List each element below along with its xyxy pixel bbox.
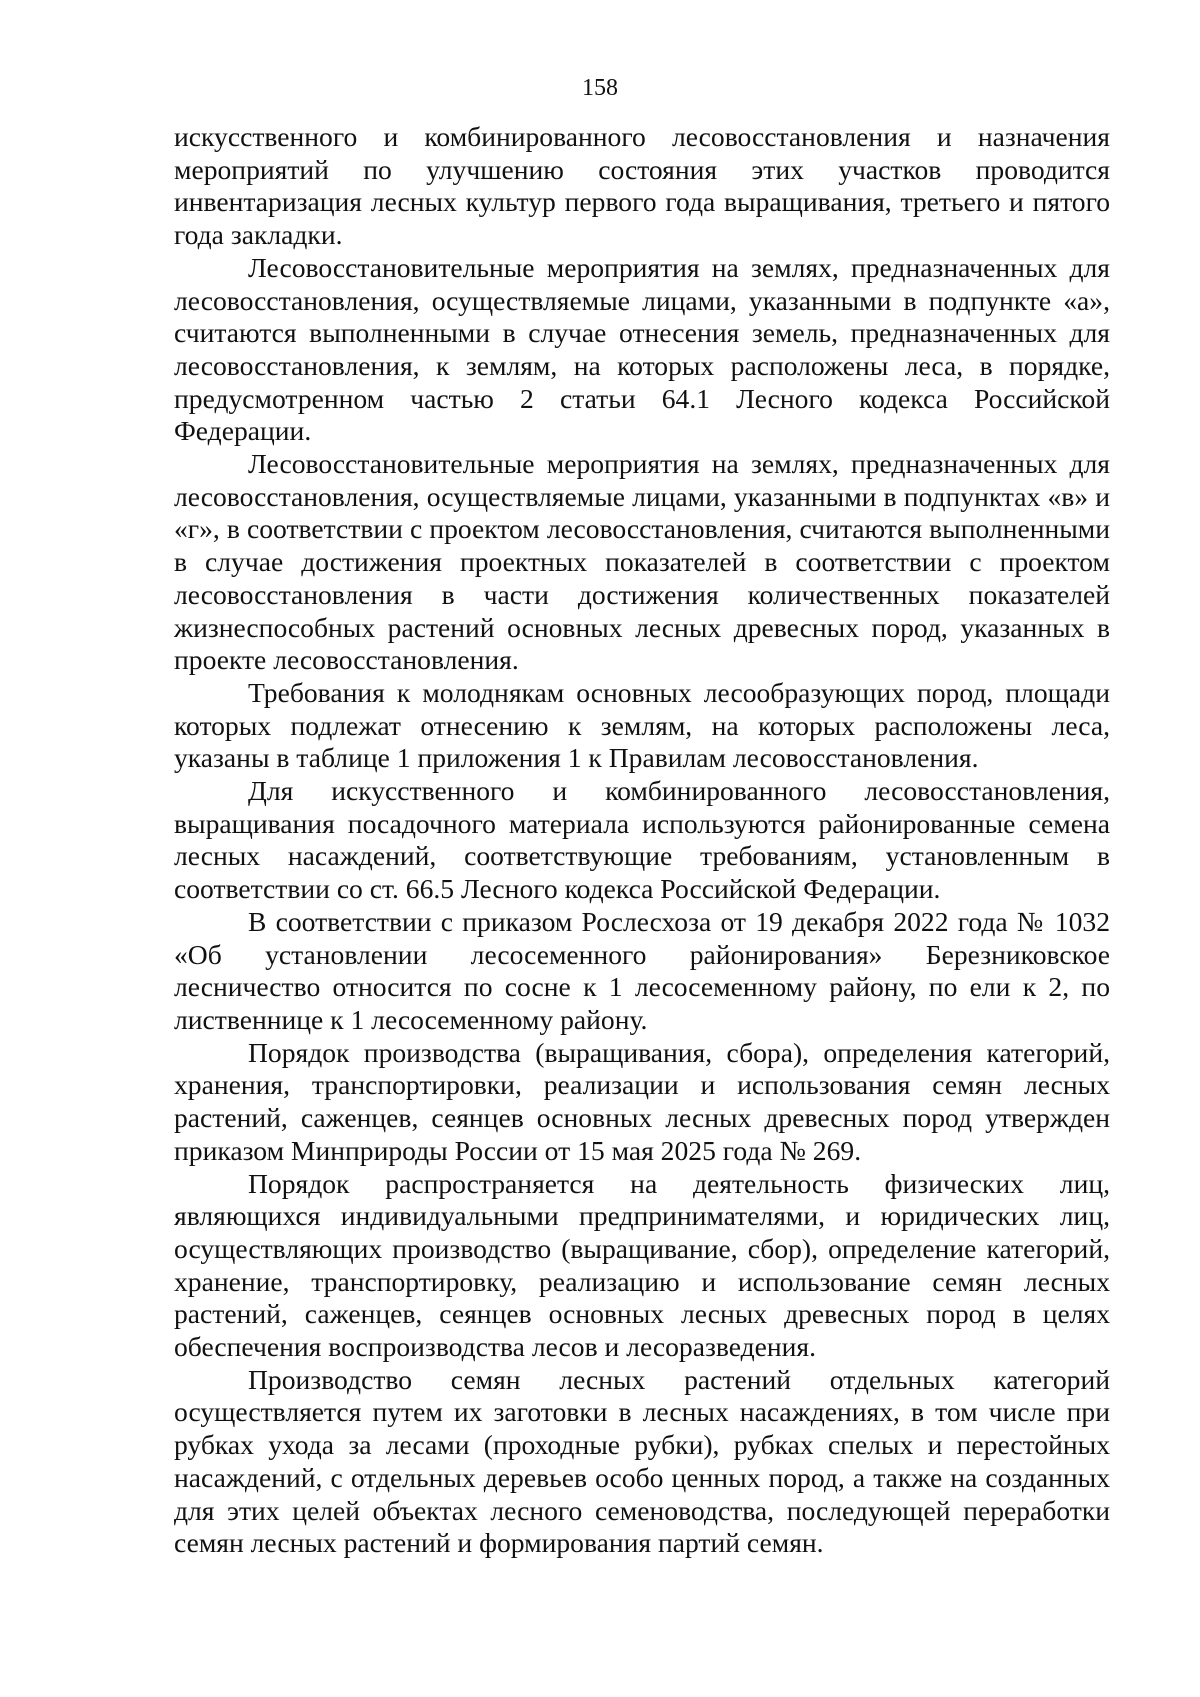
paragraph-continuation: искусственного и комбинированного лесовосстановления и назначения мероприятий по улучшению состояния этих участков проводится инвентаризация лесных культур первого года выращивания, третьего и пятого года закладки. [174, 121, 1110, 251]
page-number: 158 [582, 75, 618, 101]
paragraph-young-stands-requirements: Требования к молоднякам основных лесообразующих пород, площади которых подлежат отнесению к землям, на которых расположены леса, указаны в таблице 1 приложения 1 к Правилам лесовосстановления. [174, 676, 1110, 774]
paragraph-zoned-seeds: Для искусственного и комбинированного лесовосстановления, выращивания посадочного материала используются районированные семена лесных насаждений, соответствующие требованиям, установленным в соответствии со ст. 66.5 Лесного кодекса Российской Федерации. [174, 775, 1110, 905]
document-body [174, 121, 1110, 1560]
paragraph-seed-zoning-order: В соответствии с приказом Рослесхоза от 19 декабря 2022 года № 1032 «Об установлении лесосеменного районирования» Березниковское лесничество относится по сосне к 1 лесосеменному району, по ели к 2, по лиственнице к 1 лесосеменному району. [174, 905, 1110, 1035]
paragraph-reforestation-subpoint-a: Лесовосстановительные мероприятия на землях, предназначенных для лесовосстановления, осуществляемые лицами, указанными в подпункте «а», считаются выполненными в случае отнесения земель, предназначенных для лесовосстановления, к землям, на которых расположены леса, в порядке, предусмотренном частью 2 статьи 64.1 Лесного кодекса Российской Федерации. [174, 251, 1110, 447]
paragraph-reforestation-subpoints-v-g: Лесовосстановительные мероприятия на землях, предназначенных для лесовосстановления, осуществляемые лицами, указанными в подпунктах «в» и «г», в соответствии с проектом лесовосстановления, считаются выполненными в случае достижения проектных показателей в соответствии с проектом лесовосстановления в части достижения количественных показателей жизнеспособных растений основных лесных древесных пород, указанных в проекте лесовосстановления. [174, 448, 1110, 676]
paragraph-procedure-scope: Порядок распространяется на деятельность физических лиц, являющихся индивидуальными предпринимателями, и юридических лиц, осуществляющих производство (выращивание, сбор), определение категорий, хранение, транспортировку, реализацию и использование семян лесных растений, саженцев, сеянцев основных лесных древесных пород в целях обеспечения воспроизводства лесов и лесоразведения. [174, 1167, 1110, 1363]
paragraph-seed-production-methods: Производство семян лесных растений отдельных категорий осуществляется путем их заготовки в лесных насаждениях, в том числе при рубках ухода за лесами (проходные рубки), рубках спелых и перестойных насаждений, с отдельных деревьев особо ценных пород, а также на созданных для этих целей объектах лесного семеноводства, последующей переработки семян лесных растений и формирования партий семян. [174, 1363, 1110, 1559]
paragraph-seed-production-procedure: Порядок производства (выращивания, сбора), определения категорий, хранения, транспортировки, реализации и использования семян лесных растений, саженцев, сеянцев основных лесных древесных пород утвержден приказом Минприроды России от 15 мая 2025 года № 269. [174, 1036, 1110, 1166]
